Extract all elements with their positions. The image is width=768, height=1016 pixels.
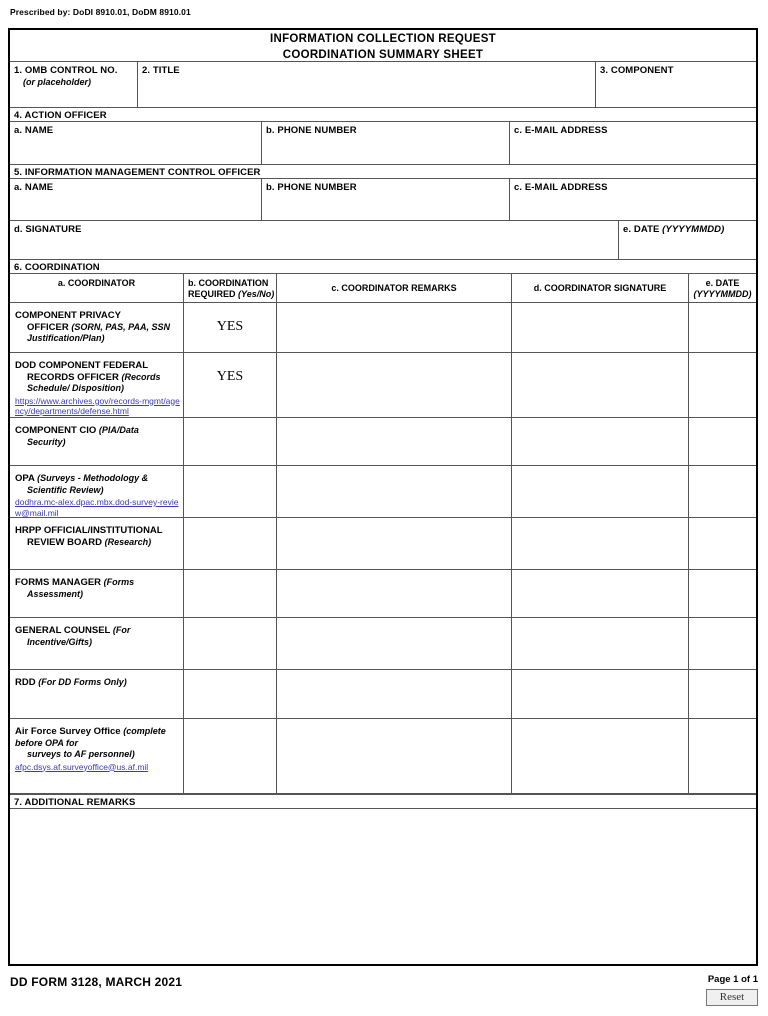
- coordinator-name: [10, 303, 183, 345]
- coordinator-signature-cell[interactable]: [512, 353, 689, 418]
- coordination-required-cell[interactable]: [184, 518, 277, 570]
- coordination-required-cell[interactable]: [184, 670, 277, 719]
- coordinator-name-cell: [10, 303, 184, 353]
- section-header-coordination: [10, 259, 756, 274]
- coordinator-remarks-cell[interactable]: [277, 719, 512, 794]
- coordinator-name: [10, 570, 183, 600]
- coordination-required-value: [184, 518, 276, 534]
- coordinator-remarks-cell[interactable]: [277, 618, 512, 670]
- coordinator-name-cell: [10, 618, 184, 670]
- coordinator-name-qualifier-2: surveys to AF personnel): [27, 749, 135, 759]
- coordinator-name-qualifier-2: Schedule/ Disposition): [27, 383, 125, 393]
- label-imco-name: a. NAME: [14, 182, 54, 193]
- coordinator-signature-cell[interactable]: [512, 303, 689, 353]
- col-header-required-line1: b. COORDINATION: [188, 278, 269, 288]
- field-imco-date[interactable]: [619, 221, 756, 259]
- label-imco-date-format: (YYYYMMDD): [662, 224, 725, 235]
- coordinator-signature-cell[interactable]: [512, 618, 689, 670]
- coordinator-remarks-cell[interactable]: [277, 303, 512, 353]
- label-title: 2. TITLE: [142, 65, 180, 76]
- coordinator-name-cell: [10, 466, 184, 518]
- col-header-signature-label: d. COORDINATOR SIGNATURE: [533, 283, 667, 293]
- coordinator-reference-link[interactable]: dodhra.mc-alex.dpac.mbx.dod-survey-review@mail.mil: [15, 497, 179, 518]
- coordinator-name-qualifier-2: Security): [27, 436, 66, 447]
- form-identifier: DD FORM 3128, MARCH 2021: [10, 975, 183, 989]
- coordination-required-cell[interactable]: [184, 570, 277, 618]
- coordination-required-value: [184, 418, 276, 434]
- coordinator-date-cell[interactable]: [689, 466, 756, 518]
- coordination-required-value: [184, 466, 276, 482]
- coordinator-name-qualifier-2: Incentive/Gifts): [27, 636, 93, 647]
- field-imco-email[interactable]: [510, 179, 756, 221]
- coordinator-name: [10, 466, 183, 518]
- coordinator-name: [10, 670, 183, 689]
- coordinator-name-line2-group: [15, 322, 180, 334]
- coordination-required-value: [184, 618, 276, 634]
- field-imco-phone[interactable]: [262, 179, 510, 221]
- coordinator-date-cell[interactable]: [689, 418, 756, 466]
- reset-button[interactable]: Reset: [706, 989, 758, 1006]
- coordinator-name-cell: [10, 719, 184, 794]
- label-imco-signature: d. SIGNATURE: [14, 224, 82, 235]
- coordinator-name-qualifier: (complete before OPA for: [15, 726, 166, 748]
- coordinator-name-qualifier: (Records: [121, 371, 161, 382]
- page-number: Page 1 of 1: [707, 974, 758, 985]
- coordinator-name: [10, 618, 183, 648]
- coordinator-name: [10, 518, 183, 548]
- coordinator-name-line1: RDD: [15, 677, 36, 688]
- coordinator-name-line2: OFFICER: [27, 321, 69, 333]
- coordinator-date-cell[interactable]: [689, 518, 756, 570]
- section4-header-label: 4. ACTION OFFICER: [14, 110, 107, 121]
- form-title-block: [10, 30, 756, 62]
- coordinator-signature-cell[interactable]: [512, 466, 689, 518]
- col-header-date-line1: e. DATE: [705, 278, 740, 288]
- coordination-required-value: YES: [216, 369, 244, 384]
- coordinator-reference-link[interactable]: https://www.archives.gov/records-mgmt/agency/departments/defense.html: [15, 395, 180, 416]
- coordinator-name-line1: FORMS MANAGER: [15, 577, 102, 588]
- coordination-required-value: [184, 670, 276, 686]
- section-header-action-officer: [10, 107, 756, 122]
- field-imco-signature[interactable]: [10, 221, 619, 259]
- coordinator-remarks-cell[interactable]: [277, 418, 512, 466]
- coordinator-remarks-cell[interactable]: [277, 570, 512, 618]
- label-omb-control-no: 1. OMB CONTROL NO.: [14, 65, 118, 76]
- coordinator-name-qualifier: (For DD Forms Only): [38, 677, 127, 687]
- coordinator-name-line1: OPA: [15, 473, 35, 484]
- coordinator-date-cell[interactable]: [689, 303, 756, 353]
- field-additional-remarks[interactable]: [10, 809, 756, 964]
- section6-header-label: 6. COORDINATION: [14, 262, 100, 273]
- field-ao-email[interactable]: [510, 122, 756, 164]
- label-imco-email: c. E-MAIL ADDRESS: [514, 182, 608, 193]
- coordinator-name-qualifier: (For: [112, 625, 131, 635]
- col-header-coordinator-label: a. COORDINATOR: [57, 278, 136, 288]
- coordinator-name-line2-group: [15, 537, 180, 549]
- label-imco-phone: b. PHONE NUMBER: [266, 182, 357, 193]
- label-ao-email: c. E-MAIL ADDRESS: [514, 125, 608, 136]
- coordinator-name-cell: [10, 570, 184, 618]
- page-title-line1: INFORMATION COLLECTION REQUEST: [269, 33, 496, 45]
- label-omb-control-no-sub: (or placeholder): [23, 77, 92, 87]
- coordinator-date-cell[interactable]: [689, 670, 756, 719]
- coordinator-name-cell: [10, 670, 184, 719]
- field-imco-name[interactable]: [10, 179, 262, 221]
- coordination-required-value: YES: [216, 319, 244, 334]
- coordinator-date-cell[interactable]: [689, 719, 756, 794]
- coordinator-reference-link[interactable]: afpc.dsys.af.surveyoffice@us.af.mil: [15, 761, 149, 772]
- label-imco-date: [619, 221, 756, 235]
- field-omb-control-no[interactable]: [10, 62, 138, 107]
- form-body: [8, 28, 758, 966]
- col-header-required-line2: REQUIRED: [188, 289, 236, 299]
- col-header-date-group: [689, 274, 756, 300]
- coordination-required-value: [184, 570, 276, 586]
- page-title-line2: COORDINATION SUMMARY SHEET: [282, 49, 484, 61]
- coordination-required-value: [184, 719, 276, 735]
- coordinator-remarks-cell[interactable]: [277, 670, 512, 719]
- coordinator-name-line1: DOD COMPONENT FEDERAL: [15, 360, 148, 371]
- coordinator-signature-cell[interactable]: [512, 518, 689, 570]
- section5-header-label: 5. INFORMATION MANAGEMENT CONTROL OFFICER: [14, 167, 261, 178]
- coordinator-remarks-cell[interactable]: [277, 466, 512, 518]
- coordinator-name-qualifier-2: Justification/Plan): [27, 333, 105, 343]
- coordination-required-cell[interactable]: [184, 303, 277, 353]
- coordinator-name-line2-group: [15, 372, 180, 384]
- coordinator-name-line2: RECORDS OFFICER: [27, 371, 119, 383]
- coordinator-name-qualifier-2: Assessment): [27, 588, 84, 599]
- prescribed-by-text: Prescribed by: DoDI 8910.01, DoDM 8910.01: [10, 7, 191, 17]
- label-component: 3. COMPONENT: [600, 65, 674, 76]
- label-ao-name: a. NAME: [14, 125, 54, 136]
- coordinator-signature-cell[interactable]: [512, 719, 689, 794]
- coordinator-name-cell: [10, 518, 184, 570]
- coordinator-name: [10, 418, 183, 448]
- col-header-coordinator: [10, 274, 184, 303]
- coordinator-name-qualifier: (Forms: [103, 577, 135, 587]
- coordinator-name: [10, 719, 183, 772]
- col-header-remarks-label: c. COORDINATOR REMARKS: [331, 283, 457, 293]
- coordination-required-cell[interactable]: [184, 466, 277, 518]
- field-component[interactable]: [596, 62, 756, 107]
- coordinator-name-qualifier-2: Scientific Review): [27, 484, 104, 495]
- field-ao-phone[interactable]: [262, 122, 510, 164]
- coordinator-name-qualifier: (SORN, PAS, PAA, SSN: [71, 321, 171, 332]
- coordinator-name: [10, 353, 183, 417]
- coordinator-name-line1: COMPONENT CIO: [15, 425, 97, 436]
- coordinator-name-qualifier: (Research): [104, 536, 152, 547]
- coordination-required-cell[interactable]: [184, 719, 277, 794]
- coordinator-date-cell[interactable]: [689, 570, 756, 618]
- coordinator-name-qualifier: (Surveys - Methodology &: [37, 473, 149, 483]
- coordination-required-cell[interactable]: [184, 618, 277, 670]
- col-header-required-group: [184, 274, 276, 300]
- label-ao-phone: b. PHONE NUMBER: [266, 125, 357, 136]
- section-header-imco: [10, 164, 756, 179]
- col-header-signature: [512, 274, 689, 303]
- coordinator-name-cell: [10, 418, 184, 466]
- coordinator-name-qualifier: (PIA/Data: [98, 425, 139, 435]
- coordinator-name-line1: COMPONENT PRIVACY: [15, 310, 121, 321]
- coordinator-name-line2: REVIEW BOARD: [27, 536, 102, 548]
- coordinator-name-line1: HRPP OFFICIAL/INSTITUTIONAL: [15, 525, 163, 536]
- col-header-date-line2: (YYYYMMDD): [693, 289, 752, 299]
- col-header-date: [689, 274, 756, 303]
- coordinator-date-cell[interactable]: [689, 353, 756, 418]
- col-header-coordination-required: [184, 274, 277, 303]
- coordinator-signature-cell[interactable]: [512, 570, 689, 618]
- section-header-additional-remarks: [10, 794, 756, 809]
- coordinator-name-line1: Air Force Survey Office: [15, 726, 121, 737]
- coordinator-signature-cell[interactable]: [512, 670, 689, 719]
- field-ao-name[interactable]: [10, 122, 262, 164]
- col-header-remarks: [277, 274, 512, 303]
- coordination-required-cell[interactable]: [184, 353, 277, 418]
- field-title[interactable]: [138, 62, 596, 107]
- coordinator-name-line1: GENERAL COUNSEL: [15, 625, 111, 636]
- coordination-required-cell[interactable]: [184, 418, 277, 466]
- coordinator-date-cell[interactable]: [689, 618, 756, 670]
- coordinator-signature-cell[interactable]: [512, 418, 689, 466]
- coordinator-remarks-cell[interactable]: [277, 353, 512, 418]
- section7-header-label: 7. ADDITIONAL REMARKS: [14, 797, 136, 808]
- label-imco-date-text: e. DATE: [623, 224, 660, 235]
- col-header-required-hint: (Yes/No): [238, 289, 275, 299]
- coordinator-name-cell: [10, 353, 184, 418]
- coordinator-remarks-cell[interactable]: [277, 518, 512, 570]
